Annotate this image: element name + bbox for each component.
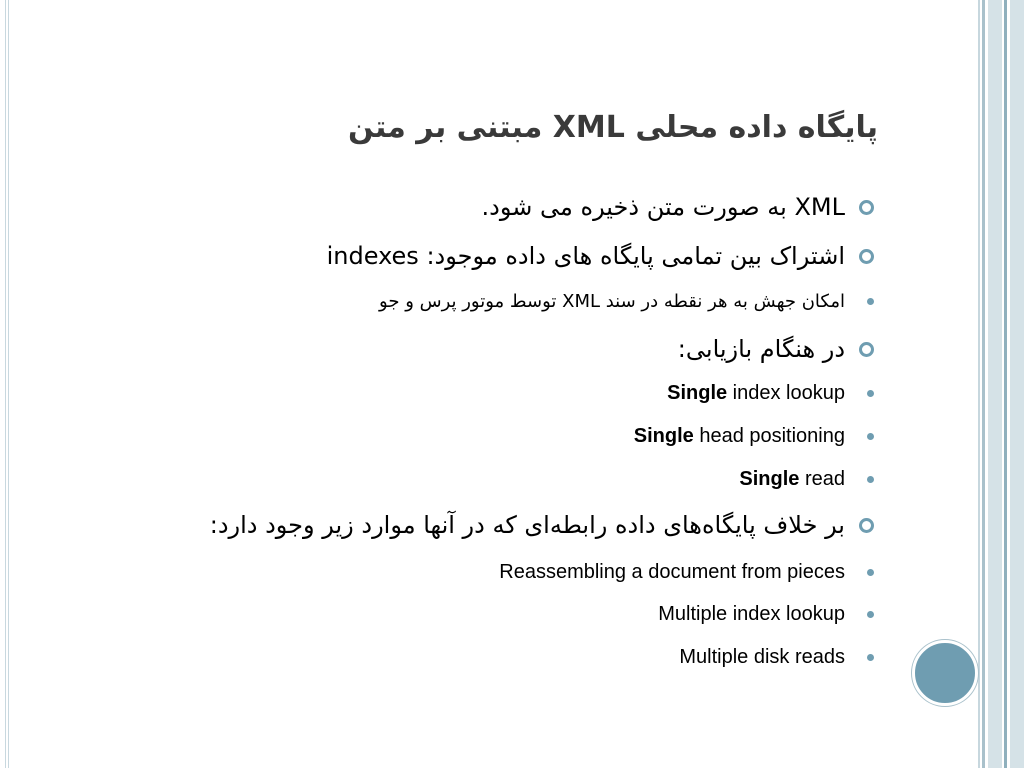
dot-bullet-icon <box>867 298 874 305</box>
sub-bullet-item <box>739 459 874 499</box>
plain-text: head positioning <box>693 424 845 447</box>
dot-bullet-icon <box>867 433 874 440</box>
sub-bullet-item <box>634 416 874 456</box>
sub-bullet-text <box>739 468 845 491</box>
plain-text: index lookup <box>727 381 845 404</box>
dot-bullet-icon <box>867 611 874 618</box>
ring-bullet-icon <box>859 200 874 215</box>
ring-bullet-icon <box>859 342 874 357</box>
bullet-text: در هنگام بازیابی: <box>677 335 845 363</box>
sub-bullet-text: Multiple disk reads <box>679 645 845 668</box>
sub-bullet-text: امکان جهش به هر نقطه در سند XML توسط موتور پرس و جو <box>379 290 845 312</box>
sub-bullet-text <box>634 425 845 448</box>
bold-word: Single <box>739 467 800 490</box>
sub-bullet-text <box>667 382 845 405</box>
sub-bullet-item <box>379 281 874 321</box>
bullet-item <box>482 187 874 227</box>
sub-bullet-item <box>679 637 874 677</box>
bullet-text: بر خلاف پایگاه‌های داده رابطه‌ای که در آنها موارد زیر وجود دارد: <box>209 511 845 539</box>
dot-bullet-icon <box>867 654 874 661</box>
dot-bullet-icon <box>867 390 874 397</box>
dot-bullet-icon <box>867 476 874 483</box>
bold-word: Single <box>667 381 728 404</box>
bullet-text: XML به صورت متن ذخیره می شود. <box>481 193 845 221</box>
sub-bullet-text: Reassembling a document from pieces <box>499 560 845 583</box>
bullet-item <box>327 236 874 276</box>
bullet-item <box>678 329 874 369</box>
dot-bullet-icon <box>867 569 874 576</box>
sub-bullet-item <box>667 373 874 413</box>
sub-bullet-item <box>658 594 874 634</box>
ring-bullet-icon <box>859 249 874 264</box>
ring-bullet-icon <box>859 518 874 533</box>
slide-title: پایگاه داده محلی XML مبتنی بر متن <box>348 110 878 145</box>
sub-bullet-item <box>499 552 874 592</box>
bold-word: Single <box>633 424 694 447</box>
sub-bullet-text: Multiple index lookup <box>658 602 845 625</box>
bullet-text: اشتراک بین تمامی پایگاه های داده موجود: indexes <box>326 242 845 270</box>
bullet-item <box>210 505 874 545</box>
plain-text: read <box>799 467 845 490</box>
